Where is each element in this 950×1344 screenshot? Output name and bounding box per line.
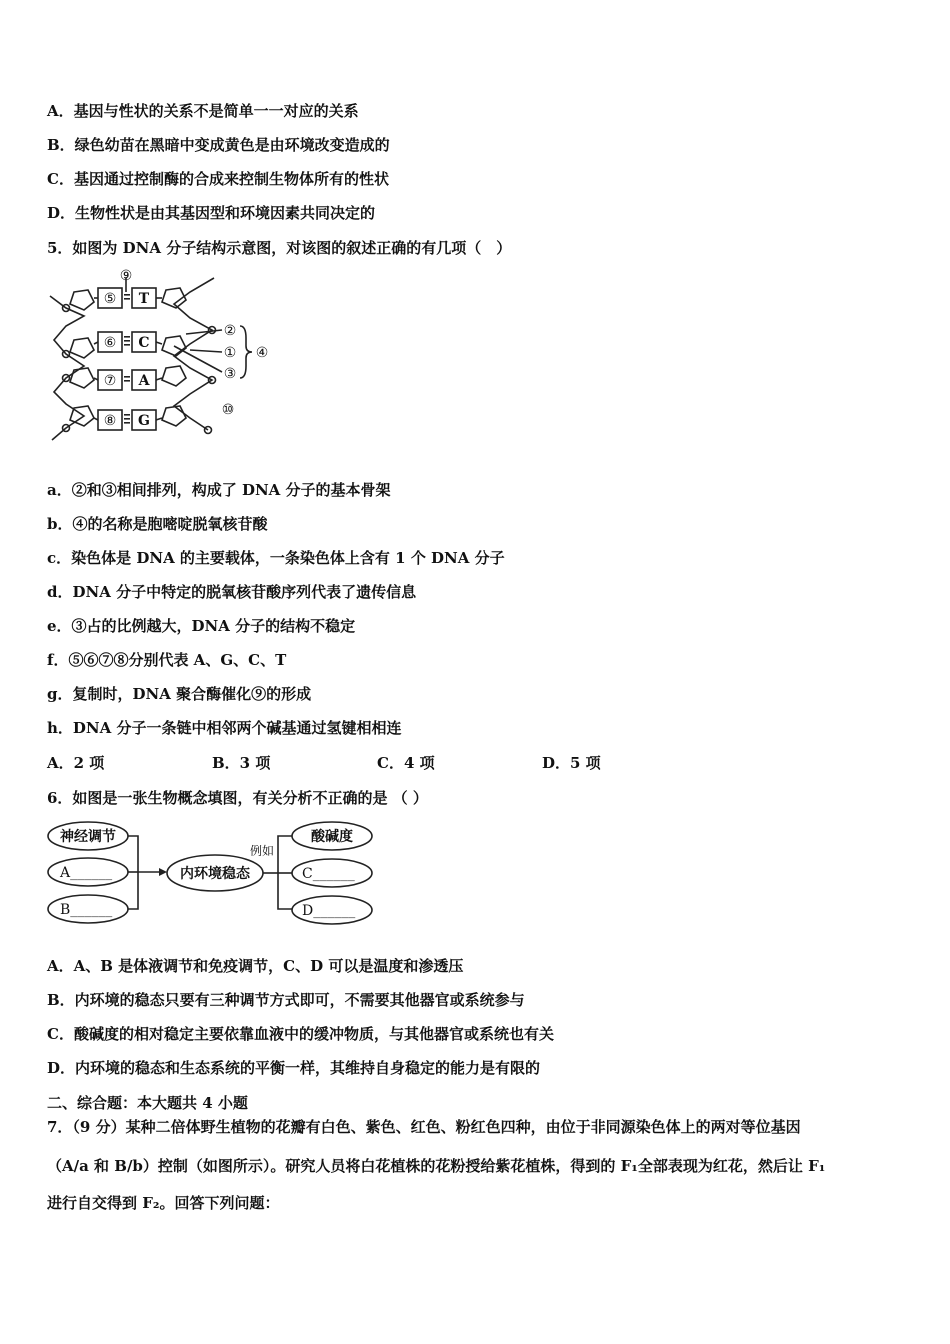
q5-statement-b: b．④的名称是胞嘧啶脱氧核苷酸: [47, 515, 268, 533]
node-d: D______: [302, 903, 356, 919]
q6-option-d: D．内环境的稳态和生态系统的平衡一样，其维持自身稳定的能力是有限的: [47, 1059, 541, 1077]
q4-option-d: D．生物性状是由其基因型和环境因素共同决定的: [47, 204, 376, 222]
node-homeostasis: 内环境稳态: [180, 866, 250, 882]
q5-option-c: C．4 项: [377, 754, 435, 772]
base-t: T: [138, 291, 150, 307]
label-10: ⑩: [221, 402, 235, 418]
q7-line-3: 进行自交得到 F₂。回答下列问题：: [47, 1194, 280, 1212]
q4-option-c: C．基因通过控制酶的合成来控制生物体所有的性状: [47, 170, 389, 188]
base-g: G: [138, 413, 150, 429]
q7-line-2: （A/a 和 B/b）控制（如图所示）。研究人员将白花植株的花粉授给紫花植株，得到的 F₁全部表现为红花，然后让 F₁: [47, 1157, 826, 1175]
q5-option-b: B．3 项: [212, 754, 271, 772]
pair-label-6: ⑥: [103, 335, 117, 351]
base-a: A: [138, 373, 150, 389]
concept-map-figure: [44, 818, 378, 930]
q6-option-a: A．A、B 是体液调节和免疫调节，C、D 可以是温度和渗透压: [47, 957, 464, 975]
pair-label-7: ⑦: [103, 373, 117, 389]
q5-option-d: D．5 项: [542, 754, 601, 772]
example-label: 例如: [250, 844, 275, 858]
q6-option-b: B．内环境的稳态只要有三种调节方式即可，不需要其他器官或系统参与: [47, 991, 525, 1009]
node-c: C______: [302, 866, 355, 882]
label-9: ⑨: [119, 268, 133, 284]
q5-statement-e: e．③占的比例越大，DNA 分子的结构不稳定: [47, 617, 356, 635]
q6-stem: 6．如图是一张生物概念填图，有关分析不正确的是 （ ）: [47, 789, 428, 807]
q7-line-1: 7．（9 分）某种二倍体野生植物的花瓣有白色、紫色、红色、粉红色四种，由位于非同源染色体上的两对等位基因: [47, 1118, 801, 1136]
node-neural-regulation: 神经调节: [60, 829, 116, 845]
pair-label-8: ⑧: [103, 413, 117, 429]
dna-structure-figure: [44, 268, 279, 450]
q5-statement-h: h．DNA 分子一条链中相邻两个碱基通过氢键相相连: [47, 719, 402, 737]
q5-option-a: A．2 项: [47, 754, 105, 772]
label-3: ③: [223, 366, 237, 382]
node-ph: 酸碱度: [311, 829, 353, 845]
label-4: ④: [255, 345, 269, 361]
q5-statement-c: c．染色体是 DNA 的主要载体，一条染色体上含有 1 个 DNA 分子: [47, 549, 505, 567]
q5-statement-a: a．②和③相间排列，构成了 DNA 分子的基本骨架: [47, 481, 391, 499]
pair-label-5: ⑤: [103, 291, 117, 307]
q4-option-a: A．基因与性状的关系不是简单一一对应的关系: [47, 102, 359, 120]
node-a: A______: [60, 865, 113, 881]
q5-stem: 5．如图为 DNA 分子结构示意图，对该图的叙述正确的有几项（ ）: [47, 239, 512, 257]
q5-statement-d: d．DNA 分子中特定的脱氧核苷酸序列代表了遗传信息: [47, 583, 417, 601]
label-2: ②: [223, 323, 237, 339]
label-1: ①: [223, 345, 237, 361]
section-heading: 二、综合题：本大题共 4 小题: [47, 1094, 248, 1112]
q6-option-c: C．酸碱度的相对稳定主要依靠血液中的缓冲物质，与其他器官或系统也有关: [47, 1025, 554, 1043]
q4-option-b: B．绿色幼苗在黑暗中变成黄色是由环境改变造成的: [47, 136, 390, 154]
base-c: C: [138, 335, 150, 351]
q5-statement-g: g．复制时，DNA 聚合酶催化⑨的形成: [47, 685, 312, 703]
node-b: B______: [60, 902, 113, 918]
q5-statement-f: f．⑤⑥⑦⑧分别代表 A、G、C、T: [47, 651, 287, 669]
